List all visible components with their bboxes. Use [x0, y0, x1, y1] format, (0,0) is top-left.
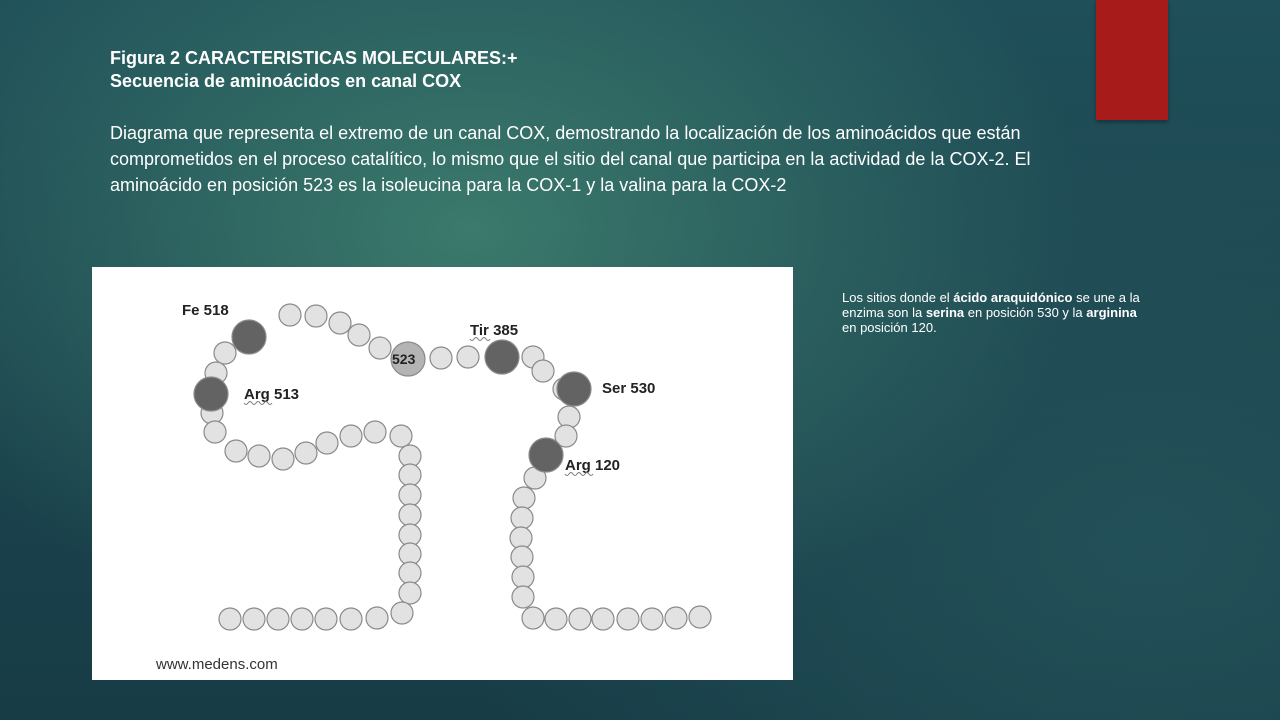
residue — [513, 487, 535, 509]
residue — [366, 607, 388, 629]
residue — [204, 421, 226, 443]
residue — [512, 566, 534, 588]
label-arg-120: Arg 120 — [565, 457, 621, 474]
residue — [399, 484, 421, 506]
key-residue — [232, 320, 266, 354]
residue — [391, 602, 413, 624]
residue — [592, 608, 614, 630]
residue — [291, 608, 313, 630]
side-note — [842, 290, 1182, 335]
key-residue — [194, 377, 228, 411]
residue — [279, 304, 301, 326]
residue — [532, 360, 554, 382]
residue — [364, 421, 386, 443]
note-bold-arginine: arginina — [1086, 305, 1137, 320]
watermark-text: www.medens.com — [156, 656, 278, 673]
residue — [305, 305, 327, 327]
residue — [558, 406, 580, 428]
residue — [457, 346, 479, 368]
label-arg-513: Arg 513 — [244, 386, 300, 403]
note-text-1: Los sitios donde el — [842, 290, 954, 305]
residue — [219, 608, 241, 630]
diagram-svg — [92, 267, 793, 680]
residue — [511, 507, 533, 529]
residue — [399, 582, 421, 604]
residue — [430, 347, 452, 369]
residue-chain — [194, 304, 711, 630]
residue — [399, 562, 421, 584]
title-block — [110, 47, 1070, 198]
residue — [641, 608, 663, 630]
residue — [522, 607, 544, 629]
label-position-523: 523 — [392, 351, 416, 367]
residue — [315, 608, 337, 630]
key-residue — [485, 340, 519, 374]
label-tir-385: Tir 385 — [470, 322, 519, 339]
key-residue — [557, 372, 591, 406]
residue — [248, 445, 270, 467]
slide-description: Diagrama que representa el extremo de un canal COX, demostrando la localización de los aminoácidos que están comprometidos en el proceso catalítico, lo mismo que el sitio del canal que participa en la actividad de la COX-2. El aminoácido en posición 523 es la isoleucina para la COX-1 y la valina para la COX-2 — [110, 123, 1031, 195]
residue — [689, 606, 711, 628]
note-bold-serine: serina — [925, 305, 965, 320]
note-text-3: en posición 530 y la — [964, 305, 1087, 320]
residue — [511, 546, 533, 568]
residue — [329, 312, 351, 334]
residue — [214, 342, 236, 364]
label-ser-530: Ser 530 — [602, 380, 656, 397]
label-fe-518: Fe 518 — [182, 302, 229, 319]
residue — [316, 432, 338, 454]
residue — [569, 608, 591, 630]
slide-subtitle: Secuencia de aminoácidos en canal COX — [110, 71, 462, 91]
residue — [225, 440, 247, 462]
note-text-2: se une a la enzima son la — [842, 290, 1140, 320]
note-text-4: en posición 120. — [842, 320, 937, 335]
residue — [399, 504, 421, 526]
residue — [340, 425, 362, 447]
residue — [243, 608, 265, 630]
key-residue — [529, 438, 563, 472]
cox-channel-diagram — [92, 267, 793, 680]
residue — [665, 607, 687, 629]
residue — [348, 324, 370, 346]
slide-title: Figura 2 CARACTERISTICAS MOLECULARES:+ — [110, 48, 518, 68]
residue — [545, 608, 567, 630]
residue — [340, 608, 362, 630]
residue — [272, 448, 294, 470]
accent-bar — [1096, 0, 1168, 120]
residue — [267, 608, 289, 630]
residue — [617, 608, 639, 630]
residue — [390, 425, 412, 447]
residue — [512, 586, 534, 608]
note-bold-acid: ácido araquidónico — [953, 290, 1073, 305]
residue — [399, 464, 421, 486]
residue — [295, 442, 317, 464]
residue — [369, 337, 391, 359]
